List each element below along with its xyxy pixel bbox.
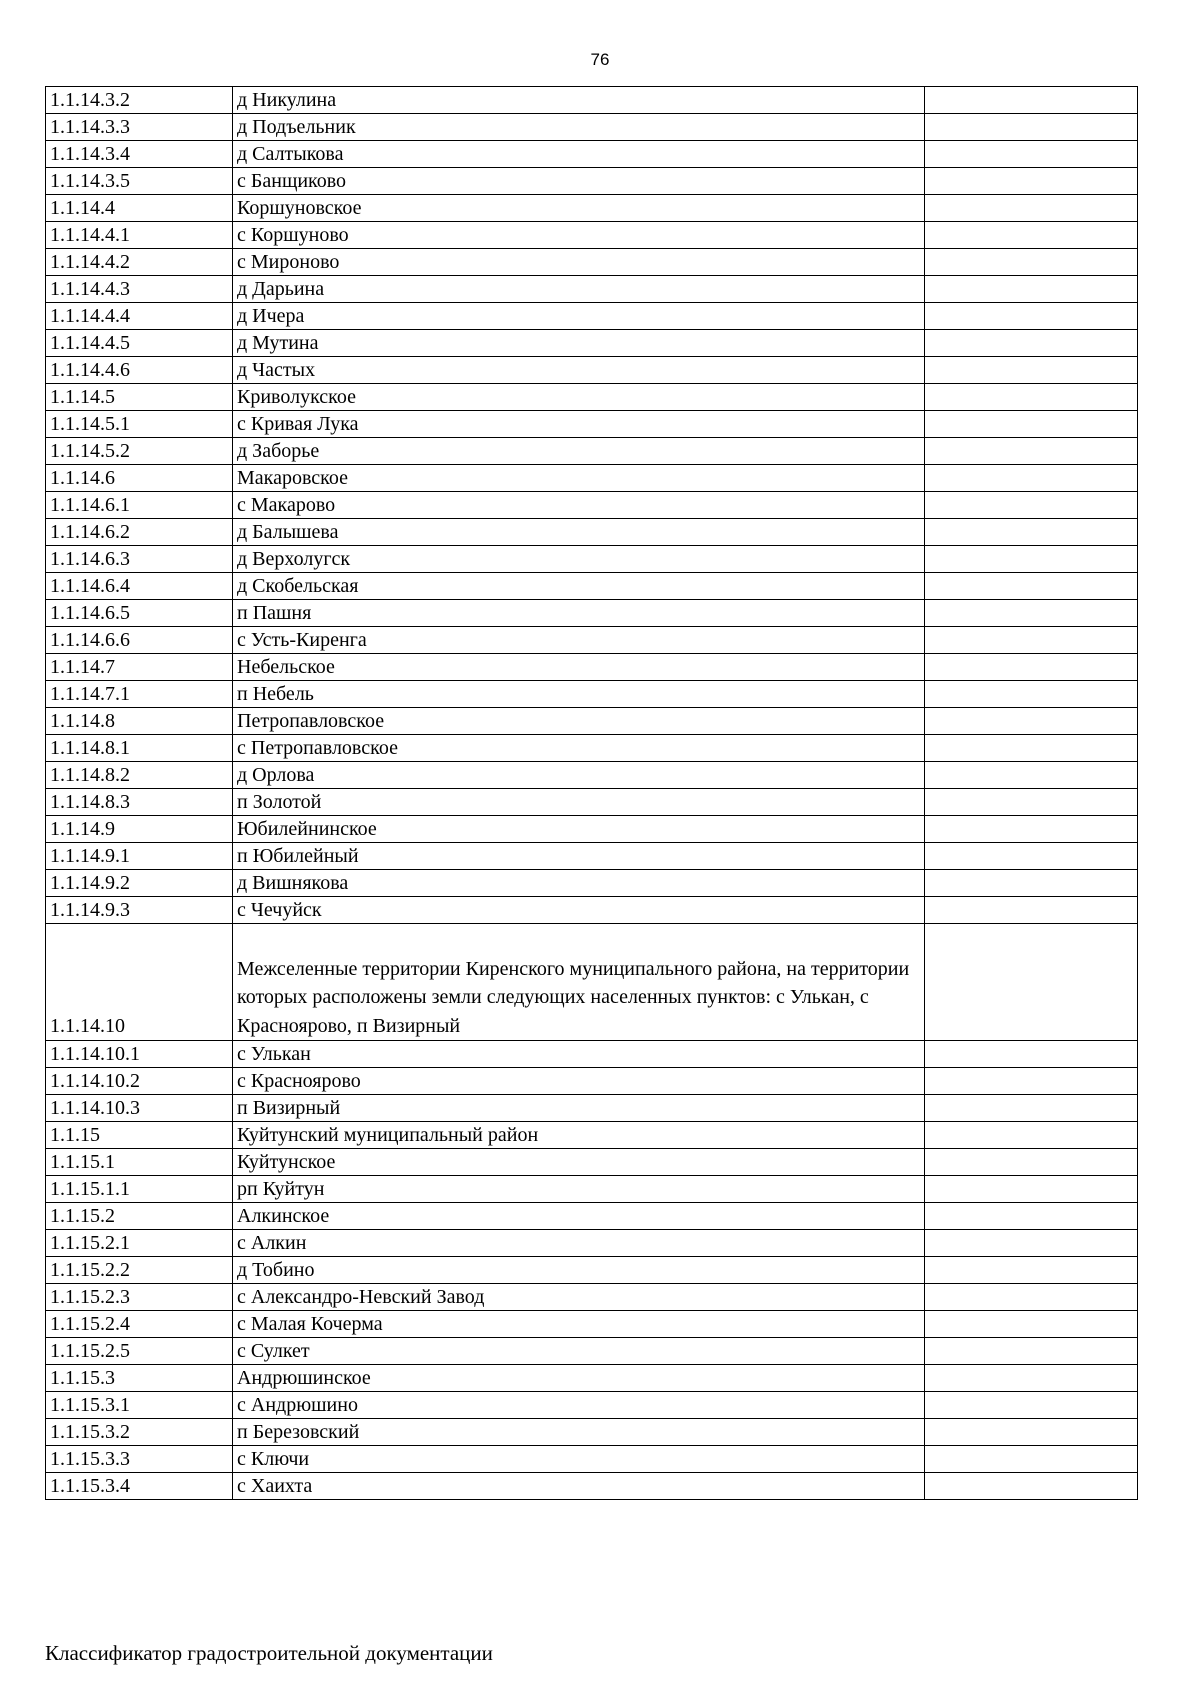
row-name-cell: с Коршуново: [233, 222, 925, 249]
document-footer: Классификатор градостроительной документации: [45, 1641, 493, 1665]
row-name-cell: д Верхолугск: [233, 546, 925, 573]
table-row: [46, 114, 1138, 141]
row-extra-cell: [925, 789, 1138, 816]
row-name-cell: Андрюшинское: [233, 1365, 925, 1392]
row-name-cell: Коршуновское: [233, 195, 925, 222]
row-extra-cell: [925, 519, 1138, 546]
table-row: [46, 357, 1138, 384]
row-name-cell: п Юбилейный: [233, 843, 925, 870]
row-code-cell: 1.1.14.6.3: [46, 546, 233, 573]
row-code-cell: 1.1.15.2.4: [46, 1311, 233, 1338]
classifier-table-body: [46, 87, 1138, 1500]
table-row: [46, 1446, 1138, 1473]
row-code-cell: 1.1.15.2.1: [46, 1230, 233, 1257]
row-extra-cell: [925, 870, 1138, 897]
table-row: [46, 1338, 1138, 1365]
row-name-cell: д Заборье: [233, 438, 925, 465]
row-extra-cell: [925, 735, 1138, 762]
row-name-cell: Алкинское: [233, 1203, 925, 1230]
row-extra-cell: [925, 249, 1138, 276]
row-extra-cell: [925, 1338, 1138, 1365]
table-row: [46, 330, 1138, 357]
row-extra-cell: [925, 168, 1138, 195]
row-name-cell: п Березовский: [233, 1419, 925, 1446]
row-name-cell: с Усть-Киренга: [233, 627, 925, 654]
row-extra-cell: [925, 1446, 1138, 1473]
row-name-cell: д Скобельская: [233, 573, 925, 600]
row-code-cell: 1.1.14.6.1: [46, 492, 233, 519]
row-name-cell: с Чечуйск: [233, 897, 925, 924]
row-extra-cell: [925, 627, 1138, 654]
table-row: [46, 222, 1138, 249]
row-extra-cell: [925, 492, 1138, 519]
row-code-cell: 1.1.14.6.4: [46, 573, 233, 600]
row-extra-cell: [925, 465, 1138, 492]
table-row: [46, 1230, 1138, 1257]
row-extra-cell: [925, 411, 1138, 438]
row-code-cell: 1.1.14.8: [46, 708, 233, 735]
row-name-cell: п Небель: [233, 681, 925, 708]
row-name-cell: д Мутина: [233, 330, 925, 357]
classifier-table-container: [45, 86, 1137, 1500]
row-code-cell: 1.1.14.4.5: [46, 330, 233, 357]
row-extra-cell: [925, 708, 1138, 735]
row-name-cell: п Золотой: [233, 789, 925, 816]
row-code-cell: 1.1.14.6.5: [46, 600, 233, 627]
row-code-cell: 1.1.14.10.2: [46, 1068, 233, 1095]
table-row: [46, 1203, 1138, 1230]
table-row: [46, 384, 1138, 411]
page-number: 76: [590, 50, 610, 69]
row-extra-cell: [925, 1122, 1138, 1149]
row-code-cell: 1.1.14.4.1: [46, 222, 233, 249]
row-name-cell: с Улькан: [233, 1041, 925, 1068]
row-code-cell: 1.1.14.3.2: [46, 87, 233, 114]
row-name-cell: Петропавловское: [233, 708, 925, 735]
table-row: [46, 411, 1138, 438]
row-code-cell: 1.1.14.6.6: [46, 627, 233, 654]
row-extra-cell: [925, 681, 1138, 708]
row-extra-cell: [925, 600, 1138, 627]
row-name-cell: Макаровское: [233, 465, 925, 492]
row-code-cell: 1.1.14.5: [46, 384, 233, 411]
table-row: [46, 627, 1138, 654]
table-row: [46, 1473, 1138, 1500]
row-code-cell: 1.1.14.9.1: [46, 843, 233, 870]
row-extra-cell: [925, 195, 1138, 222]
row-extra-cell: [925, 384, 1138, 411]
row-name-cell: с Кривая Лука: [233, 411, 925, 438]
table-row: [46, 303, 1138, 330]
row-extra-cell: [925, 438, 1138, 465]
row-name-cell: д Никулина: [233, 87, 925, 114]
row-code-cell: 1.1.14.4: [46, 195, 233, 222]
row-extra-cell: [925, 222, 1138, 249]
table-row: [46, 276, 1138, 303]
table-row: [46, 168, 1138, 195]
row-name-cell: с Ключи: [233, 1446, 925, 1473]
row-extra-cell: [925, 141, 1138, 168]
row-extra-cell: [925, 303, 1138, 330]
table-row: [46, 195, 1138, 222]
row-name-cell: рп Куйтун: [233, 1176, 925, 1203]
row-code-cell: 1.1.14.3.5: [46, 168, 233, 195]
row-name-cell: д Дарьина: [233, 276, 925, 303]
classifier-table: [45, 86, 1138, 1500]
row-extra-cell: [925, 1203, 1138, 1230]
row-code-cell: 1.1.14.4.6: [46, 357, 233, 384]
row-name-cell: Небельское: [233, 654, 925, 681]
table-row: [46, 1149, 1138, 1176]
table-row: [46, 1365, 1138, 1392]
row-name-cell: с Банщиково: [233, 168, 925, 195]
table-row: [46, 1284, 1138, 1311]
row-code-cell: 1.1.14.7.1: [46, 681, 233, 708]
row-extra-cell: [925, 330, 1138, 357]
row-name-cell: с Сулкет: [233, 1338, 925, 1365]
row-name-cell: п Пашня: [233, 600, 925, 627]
row-extra-cell: [925, 897, 1138, 924]
table-row: [46, 708, 1138, 735]
table-row: [46, 1041, 1138, 1068]
table-row: [46, 1419, 1138, 1446]
row-extra-cell: [925, 1419, 1138, 1446]
row-name-cell: с Петропавловское: [233, 735, 925, 762]
row-name-cell: с Мироново: [233, 249, 925, 276]
table-row: [46, 816, 1138, 843]
row-name-cell: д Ичера: [233, 303, 925, 330]
row-code-cell: 1.1.14.3.3: [46, 114, 233, 141]
row-code-cell: 1.1.14.6.2: [46, 519, 233, 546]
table-row: [46, 1095, 1138, 1122]
table-row: [46, 1122, 1138, 1149]
table-row: [46, 1392, 1138, 1419]
row-name-cell: д Орлова: [233, 762, 925, 789]
row-code-cell: 1.1.15.2.5: [46, 1338, 233, 1365]
table-row: [46, 735, 1138, 762]
row-name-cell: с Алкин: [233, 1230, 925, 1257]
row-name-cell: с Александро-Невский Завод: [233, 1284, 925, 1311]
row-name-cell: д Тобино: [233, 1257, 925, 1284]
row-code-cell: 1.1.14.8.3: [46, 789, 233, 816]
row-extra-cell: [925, 87, 1138, 114]
row-name-cell: д Салтыкова: [233, 141, 925, 168]
row-code-cell: 1.1.15: [46, 1122, 233, 1149]
table-row: [46, 492, 1138, 519]
row-extra-cell: [925, 1392, 1138, 1419]
row-code-cell: 1.1.14.10: [46, 924, 233, 1041]
row-code-cell: 1.1.14.3.4: [46, 141, 233, 168]
row-extra-cell: [925, 924, 1138, 1041]
row-extra-cell: [925, 1149, 1138, 1176]
row-code-cell: 1.1.14.4.3: [46, 276, 233, 303]
row-code-cell: 1.1.14.9.3: [46, 897, 233, 924]
table-row: [46, 789, 1138, 816]
row-extra-cell: [925, 1041, 1138, 1068]
table-row: [46, 465, 1138, 492]
table-row: [46, 1176, 1138, 1203]
row-extra-cell: [925, 1095, 1138, 1122]
row-name-cell: Куйтунский муниципальный район: [233, 1122, 925, 1149]
table-row: [46, 870, 1138, 897]
table-row: [46, 573, 1138, 600]
row-extra-cell: [925, 114, 1138, 141]
row-extra-cell: [925, 1311, 1138, 1338]
row-code-cell: 1.1.15.3.4: [46, 1473, 233, 1500]
table-row: [46, 87, 1138, 114]
table-row: [46, 600, 1138, 627]
row-extra-cell: [925, 1365, 1138, 1392]
row-extra-cell: [925, 1176, 1138, 1203]
table-row: [46, 681, 1138, 708]
row-code-cell: 1.1.15.2.2: [46, 1257, 233, 1284]
table-row: [46, 546, 1138, 573]
row-extra-cell: [925, 357, 1138, 384]
table-row: [46, 1068, 1138, 1095]
row-extra-cell: [925, 1230, 1138, 1257]
row-name-cell: д Вишнякова: [233, 870, 925, 897]
row-name-cell: с Макарово: [233, 492, 925, 519]
row-name-cell: Криволукское: [233, 384, 925, 411]
row-code-cell: 1.1.14.8.1: [46, 735, 233, 762]
table-row: [46, 141, 1138, 168]
row-extra-cell: [925, 816, 1138, 843]
row-code-cell: 1.1.15.3.1: [46, 1392, 233, 1419]
row-name-cell: п Визирный: [233, 1095, 925, 1122]
row-name-cell: д Балышева: [233, 519, 925, 546]
row-code-cell: 1.1.14.9: [46, 816, 233, 843]
table-row: [46, 1311, 1138, 1338]
row-name-cell: с Хаихта: [233, 1473, 925, 1500]
row-code-cell: 1.1.15.3.3: [46, 1446, 233, 1473]
row-code-cell: 1.1.15.1.1: [46, 1176, 233, 1203]
row-code-cell: 1.1.14.4.4: [46, 303, 233, 330]
table-row: [46, 897, 1138, 924]
row-name-cell: Юбилейнинское: [233, 816, 925, 843]
table-row: [46, 249, 1138, 276]
row-code-cell: 1.1.15.3.2: [46, 1419, 233, 1446]
table-row: [46, 519, 1138, 546]
row-extra-cell: [925, 573, 1138, 600]
row-extra-cell: [925, 843, 1138, 870]
row-code-cell: 1.1.14.8.2: [46, 762, 233, 789]
row-code-cell: 1.1.14.4.2: [46, 249, 233, 276]
table-row: [46, 924, 1138, 1041]
row-code-cell: 1.1.15.2.3: [46, 1284, 233, 1311]
row-name-cell: с Малая Кочерма: [233, 1311, 925, 1338]
row-code-cell: 1.1.14.9.2: [46, 870, 233, 897]
row-code-cell: 1.1.14.10.1: [46, 1041, 233, 1068]
row-name-cell: Межселенные территории Киренского муниципального района, на территории которых расположены земли следующих населенных пунктов: с Улькан, с Красноярово, п Визирный: [233, 924, 925, 1041]
table-row: [46, 762, 1138, 789]
row-extra-cell: [925, 1284, 1138, 1311]
table-row: [46, 1257, 1138, 1284]
row-code-cell: 1.1.14.5.1: [46, 411, 233, 438]
table-row: [46, 438, 1138, 465]
row-extra-cell: [925, 1257, 1138, 1284]
row-code-cell: 1.1.15.1: [46, 1149, 233, 1176]
row-name-cell: Куйтунское: [233, 1149, 925, 1176]
row-code-cell: 1.1.14.5.2: [46, 438, 233, 465]
table-row: [46, 654, 1138, 681]
row-code-cell: 1.1.14.6: [46, 465, 233, 492]
row-name-cell: д Подъельник: [233, 114, 925, 141]
row-extra-cell: [925, 1473, 1138, 1500]
row-code-cell: 1.1.14.7: [46, 654, 233, 681]
row-code-cell: 1.1.15.2: [46, 1203, 233, 1230]
row-extra-cell: [925, 276, 1138, 303]
row-extra-cell: [925, 546, 1138, 573]
row-extra-cell: [925, 1068, 1138, 1095]
row-name-cell: д Частых: [233, 357, 925, 384]
row-name-cell: с Красноярово: [233, 1068, 925, 1095]
row-code-cell: 1.1.15.3: [46, 1365, 233, 1392]
row-extra-cell: [925, 654, 1138, 681]
row-extra-cell: [925, 762, 1138, 789]
table-row: [46, 843, 1138, 870]
row-code-cell: 1.1.14.10.3: [46, 1095, 233, 1122]
row-name-cell: с Андрюшино: [233, 1392, 925, 1419]
